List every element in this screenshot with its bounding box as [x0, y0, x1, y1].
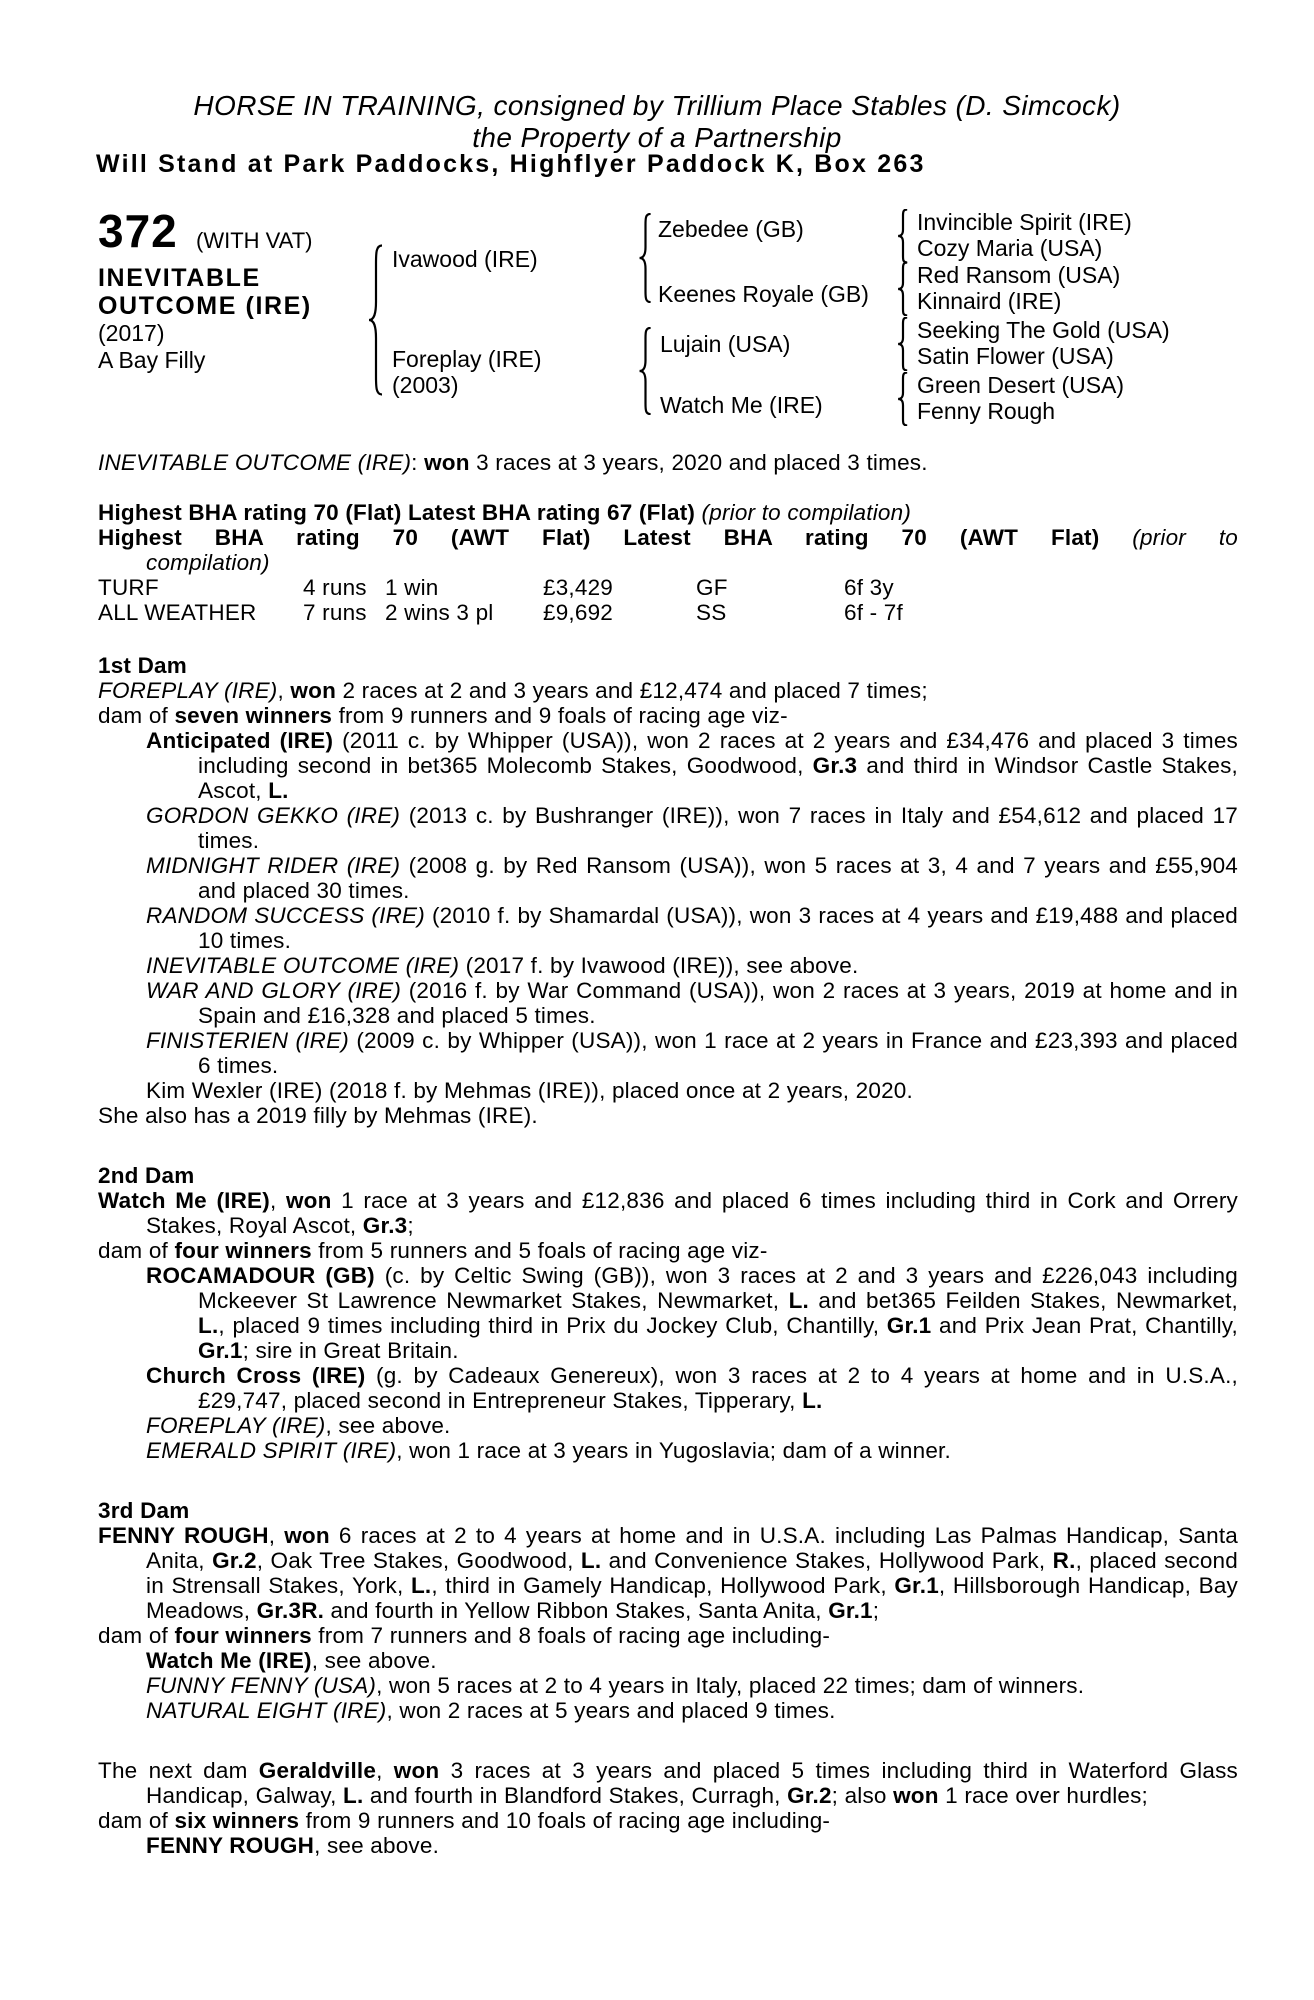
text-run: and Convenience Stakes, Hollywood Park, [601, 1548, 1053, 1573]
text-run: and bet365 Feilden Stakes, Newmarket, [809, 1288, 1238, 1313]
catalogue-text [98, 450, 1238, 1858]
text-run: 1 race over hurdles; [938, 1783, 1149, 1808]
pedigree-dam [392, 346, 542, 398]
family-paragraph [98, 1028, 1238, 1078]
text-run: (2011 c. by Whipper (USA)), won 2 races at 2 years and £34,476 and placed 3 times including second in bet365 Molecomb Stakes, Goodwood, [198, 728, 1238, 778]
text-run: 6 races at 2 to 4 years at home and in U.S.A. including Las Palmas Handicap, Santa Anita, [146, 1523, 1238, 1573]
pedigree-brace-gen1 [366, 244, 386, 396]
record-table-cell: £3,429 [543, 575, 614, 600]
family-paragraph [98, 1758, 1238, 1808]
text-run: six winners [174, 1808, 300, 1833]
text-run: (prior to [1132, 525, 1238, 550]
text-run: dam of [98, 703, 175, 728]
record-table-cell: £9,692 [543, 600, 614, 625]
family-paragraph [98, 1188, 1238, 1238]
text-run: L. [198, 1313, 219, 1338]
pedigree-brace-gen3-3 [896, 317, 910, 371]
text-run: MIDNIGHT RIDER (IRE) [146, 853, 401, 878]
text-run: : [411, 450, 425, 475]
text-run: L. [268, 778, 289, 803]
record-table-row [98, 600, 1238, 625]
text-run: and Prix Jean Prat, Chantilly, [931, 1313, 1238, 1338]
text-run: dam of [98, 1238, 175, 1263]
horse-description: A Bay Filly [98, 347, 206, 373]
text-run: (c. by Celtic Swing (GB)), won 3 races at 2 and 3 years and £226,043 including Mckeever St Lawrence Newmarket Stakes, Newmarket, [198, 1263, 1238, 1313]
race-record-summary [98, 450, 1238, 475]
record-table-cell: 1 win [385, 575, 439, 600]
text-run: L. [788, 1288, 809, 1313]
family-paragraph [98, 728, 1238, 803]
text-run: Watch Me (IRE) [146, 1648, 312, 1673]
text-run: Gr.2 [212, 1548, 257, 1573]
pedigree-dam-name: Foreplay (IRE) [392, 346, 542, 372]
text-run: Gr.3R. [256, 1598, 325, 1623]
record-table-row [98, 575, 1238, 600]
family-paragraph [98, 1363, 1238, 1413]
pedigree-gen3-name: Invincible Spirit (IRE) [917, 209, 1132, 235]
text-run: 3 races at 3 years and placed 5 times including third in Waterford Glass Handicap, Galway, [146, 1758, 1238, 1808]
text-run: Gr.1 [886, 1313, 932, 1338]
text-run: , won 1 race at 3 years in Yugoslavia; dam of a winner. [396, 1438, 951, 1463]
pedigree-gen3-pair [917, 372, 1124, 424]
text-run: won [893, 1783, 939, 1808]
text-run: Highest BHA rating 70 (AWT Flat) Latest BHA rating 70 (AWT Flat) [98, 525, 1133, 550]
family-heading: 1st Dam [98, 653, 187, 678]
family-paragraph [98, 1413, 1238, 1438]
text-run: FENNY ROUGH [98, 1523, 269, 1548]
family-paragraph [98, 903, 1238, 953]
pedigree-gen3-name: Red Ransom (USA) [917, 262, 1121, 288]
text-run: (2016 f. by War Command (USA)), won 2 races at 3 years, 2019 at home and in Spain and £16,328 and placed 5 times. [198, 978, 1239, 1028]
family-paragraph [98, 1808, 1238, 1833]
text-run: four winners [174, 1623, 312, 1648]
text-run: from 9 runners and 10 foals of racing age including- [299, 1808, 831, 1833]
record-table-cell: 2 wins 3 pl [385, 600, 494, 625]
text-run: 3 races at 3 years, 2020 and placed 3 times. [469, 450, 928, 475]
text-run: compilation) [146, 550, 270, 575]
family-paragraph [98, 853, 1238, 903]
text-run: , [277, 678, 291, 703]
record-table-cell: 6f 3y [844, 575, 894, 600]
text-run: L. [410, 1573, 432, 1598]
ownership-line: the Property of a Partnership [472, 122, 842, 153]
text-run: , third in Gamely Handicap, Hollywood Park, [431, 1573, 895, 1598]
text-run: FENNY ROUGH [146, 1833, 315, 1858]
pedigree-gen3-pair [917, 209, 1132, 261]
pedigree-gen2-name: Zebedee (GB) [658, 216, 804, 242]
pedigree-gen2-name: Keenes Royale (GB) [658, 281, 869, 307]
text-run: , see above. [314, 1833, 440, 1858]
record-table-cell: 7 runs [303, 600, 367, 625]
text-run: FUNNY FENNY (USA) [146, 1673, 377, 1698]
text-run: GORDON GEKKO (IRE) [146, 803, 401, 828]
text-run: won [284, 1523, 330, 1548]
pedigree-sire: Ivawood (IRE) [392, 246, 538, 272]
text-run: , won 2 races at 5 years and placed 9 times. [386, 1698, 836, 1723]
text-run: , see above. [311, 1648, 437, 1673]
family-paragraph [98, 978, 1238, 1028]
text-run: , [376, 1758, 394, 1783]
text-run: and fourth in Yellow Ribbon Stakes, Santa Anita, [324, 1598, 829, 1623]
text-run: , Hillsborough Handicap, Bay Meadows, [146, 1573, 1238, 1623]
family-paragraph [98, 1648, 1238, 1673]
text-run: ; also [831, 1783, 894, 1808]
pedigree-gen2-name: Lujain (USA) [660, 331, 791, 357]
text-run: Gr.2 [787, 1783, 832, 1808]
text-run: dam of [98, 1623, 175, 1648]
text-run: from 5 runners and 5 foals of racing age viz- [311, 1238, 768, 1263]
text-run: FOREPLAY (IRE) [146, 1413, 326, 1438]
text-run: won [285, 1188, 332, 1213]
text-run: ; [407, 1213, 414, 1238]
record-table-cell: SS [696, 600, 727, 625]
family-paragraph [98, 953, 1238, 978]
family-paragraph [98, 703, 1238, 728]
family-heading: 2nd Dam [98, 1163, 195, 1188]
text-run: R. [1052, 1548, 1076, 1573]
family-paragraph [98, 678, 1238, 703]
pedigree-gen2-name: Watch Me (IRE) [660, 392, 823, 418]
family-paragraph [98, 1833, 1238, 1858]
bha-rating-line [98, 525, 1238, 550]
pedigree-gen3-name: Seeking The Gold (USA) [917, 317, 1170, 343]
horse-name-line2: OUTCOME (IRE) [98, 292, 312, 320]
text-run: , placed 9 times including third in Prix du Jockey Club, Chantilly, [218, 1313, 887, 1338]
text-run: from 7 runners and 8 foals of racing age including- [311, 1623, 831, 1648]
text-run: The next dam [98, 1758, 259, 1783]
pedigree-brace-gen3-2 [896, 262, 910, 316]
text-run: (2009 c. by Whipper (USA)), won 1 race at 2 years in France and £23,393 and placed 6 times. [198, 1028, 1238, 1078]
text-run: ROCAMADOUR (GB) [146, 1263, 375, 1288]
text-run: (g. by Cadeaux Genereux), won 3 races at 2 to 4 years at home and in U.S.A., £29,747, placed second in Entrepreneur Stakes, Tipperary, [198, 1363, 1238, 1413]
text-run: Gr.1 [198, 1338, 243, 1363]
pedigree-gen3-pair [917, 262, 1120, 314]
family-paragraph [98, 1438, 1238, 1463]
text-run: INEVITABLE OUTCOME (IRE) [98, 450, 412, 475]
text-run: ; sire in Great Britain. [242, 1338, 459, 1363]
text-run: Geraldville [258, 1758, 377, 1783]
text-run: (2013 c. by Bushranger (IRE)), won 7 races in Italy and £54,612 and placed 17 times. [198, 803, 1238, 853]
text-run: Anticipated (IRE) [146, 728, 334, 753]
text-run: Gr.1 [894, 1573, 939, 1598]
lot-number: 372 [98, 205, 178, 257]
bha-rating-line [98, 500, 1238, 525]
family-paragraph [98, 1623, 1238, 1648]
text-run: RANDOM SUCCESS (IRE) [146, 903, 425, 928]
text-run: Highest BHA rating 70 (Flat) Latest BHA rating 67 (Flat) [98, 500, 702, 525]
pedigree-brace-gen3-4 [896, 372, 910, 426]
text-run: Gr.3 [362, 1213, 408, 1238]
pedigree-brace-gen3-1 [896, 209, 910, 263]
text-run: L. [343, 1783, 364, 1808]
pedigree-dam-year: (2003) [392, 372, 459, 398]
pedigree-brace-sire [637, 213, 654, 303]
record-table [98, 575, 1238, 625]
text-run: She also has a 2019 filly by Mehmas (IRE). [98, 1103, 538, 1128]
text-run: won [393, 1758, 440, 1783]
text-run: (2010 f. by Shamardal (USA)), won 3 races at 4 years and £19,488 and placed 10 times. [198, 903, 1238, 953]
text-run: , [268, 1523, 285, 1548]
text-run: NATURAL EIGHT (IRE) [146, 1698, 387, 1723]
pedigree-gen3-name: Fenny Rough [917, 398, 1056, 424]
text-run: won [290, 678, 337, 703]
record-table-cell: 6f - 7f [844, 600, 903, 625]
text-run: Gr.3 [812, 753, 858, 778]
text-run: FOREPLAY (IRE) [98, 678, 278, 703]
bha-ratings [98, 500, 1238, 575]
text-run: , won 5 races at 2 to 4 years in Italy, placed 22 times; dam of winners. [376, 1673, 1085, 1698]
text-run: Watch Me (IRE) [98, 1188, 270, 1213]
pedigree-gen3-name: Kinnaird (IRE) [917, 288, 1062, 314]
family-heading: 3rd Dam [98, 1498, 190, 1523]
horse-name-line1: INEVITABLE [98, 264, 261, 292]
lot-vat-note: (WITH VAT) [196, 228, 313, 253]
record-table-cell: TURF [98, 575, 159, 600]
text-run: (2008 g. by Red Ransom (USA)), won 5 races at 3, 4 and 7 years and £55,904 and placed 30 times. [198, 853, 1238, 903]
family-paragraph [98, 1263, 1238, 1363]
text-run: and third in Windsor Castle Stakes, Ascot, [198, 753, 1238, 803]
text-run: Kim Wexler (IRE) (2018 f. by Mehmas (IRE)), placed once at 2 years, 2020. [146, 1078, 913, 1103]
text-run: , see above. [325, 1413, 451, 1438]
text-run: and fourth in Blandford Stakes, Curragh, [363, 1783, 788, 1808]
bha-rating-line [98, 550, 1238, 575]
text-run: 1 race at 3 years and £12,836 and placed 6 times including third in Cork and Orrery Stakes, Royal Ascot, [146, 1188, 1238, 1238]
text-run: 2 races at 2 and 3 years and £12,474 and placed 7 times; [336, 678, 928, 703]
family-paragraph [98, 803, 1238, 853]
text-run: from 9 runners and 9 foals of racing age viz- [332, 703, 788, 728]
family-paragraph [98, 1238, 1238, 1263]
text-run: four winners [174, 1238, 312, 1263]
text-run: (prior to compilation) [701, 500, 912, 525]
pedigree-gen3-name: Green Desert (USA) [917, 372, 1125, 398]
text-run: Gr.1 [828, 1598, 873, 1623]
stabling-line: Will Stand at Park Paddocks, Highflyer Paddock K, Box 263 [96, 150, 926, 178]
text-run: , placed second in Strensall Stakes, York, [146, 1548, 1238, 1598]
record-table-cell: ALL WEATHER [98, 600, 257, 625]
text-run: (2017 f. by Ivawood (IRE)), see above. [459, 953, 859, 978]
record-table-cell: GF [696, 575, 728, 600]
text-run: L. [802, 1388, 823, 1413]
family-paragraph [98, 1523, 1238, 1623]
text-run: won [424, 450, 470, 475]
family-paragraph [98, 1103, 1238, 1128]
pedigree-gen3-name: Cozy Maria (USA) [917, 235, 1103, 261]
text-run: INEVITABLE OUTCOME (IRE) [146, 953, 460, 978]
text-run: dam of [98, 1808, 175, 1833]
text-run: L. [580, 1548, 602, 1573]
text-run: ; [872, 1598, 880, 1623]
family-paragraph [98, 1673, 1238, 1698]
text-run: , [269, 1188, 286, 1213]
pedigree-gen3-name: Satin Flower (USA) [917, 343, 1114, 369]
text-run: seven winners [174, 703, 333, 728]
text-run: , Oak Tree Stakes, Goodwood, [256, 1548, 581, 1573]
family-paragraph [98, 1698, 1238, 1723]
pedigree-gen3-pair [917, 317, 1170, 369]
text-run: EMERALD SPIRIT (IRE) [146, 1438, 397, 1463]
consignor-line: HORSE IN TRAINING, consigned by Trillium Place Stables (D. Simcock) [193, 90, 1121, 121]
pedigree-brace-dam [637, 327, 654, 415]
text-run: WAR AND GLORY (IRE) [146, 978, 402, 1003]
record-table-cell: 4 runs [303, 575, 367, 600]
horse-foaling-year: (2017) [98, 320, 165, 346]
text-run: FINISTERIEN (IRE) [146, 1028, 350, 1053]
text-run: Church Cross (IRE) [146, 1363, 366, 1388]
family-paragraph [98, 1078, 1238, 1103]
families [98, 653, 1238, 1858]
